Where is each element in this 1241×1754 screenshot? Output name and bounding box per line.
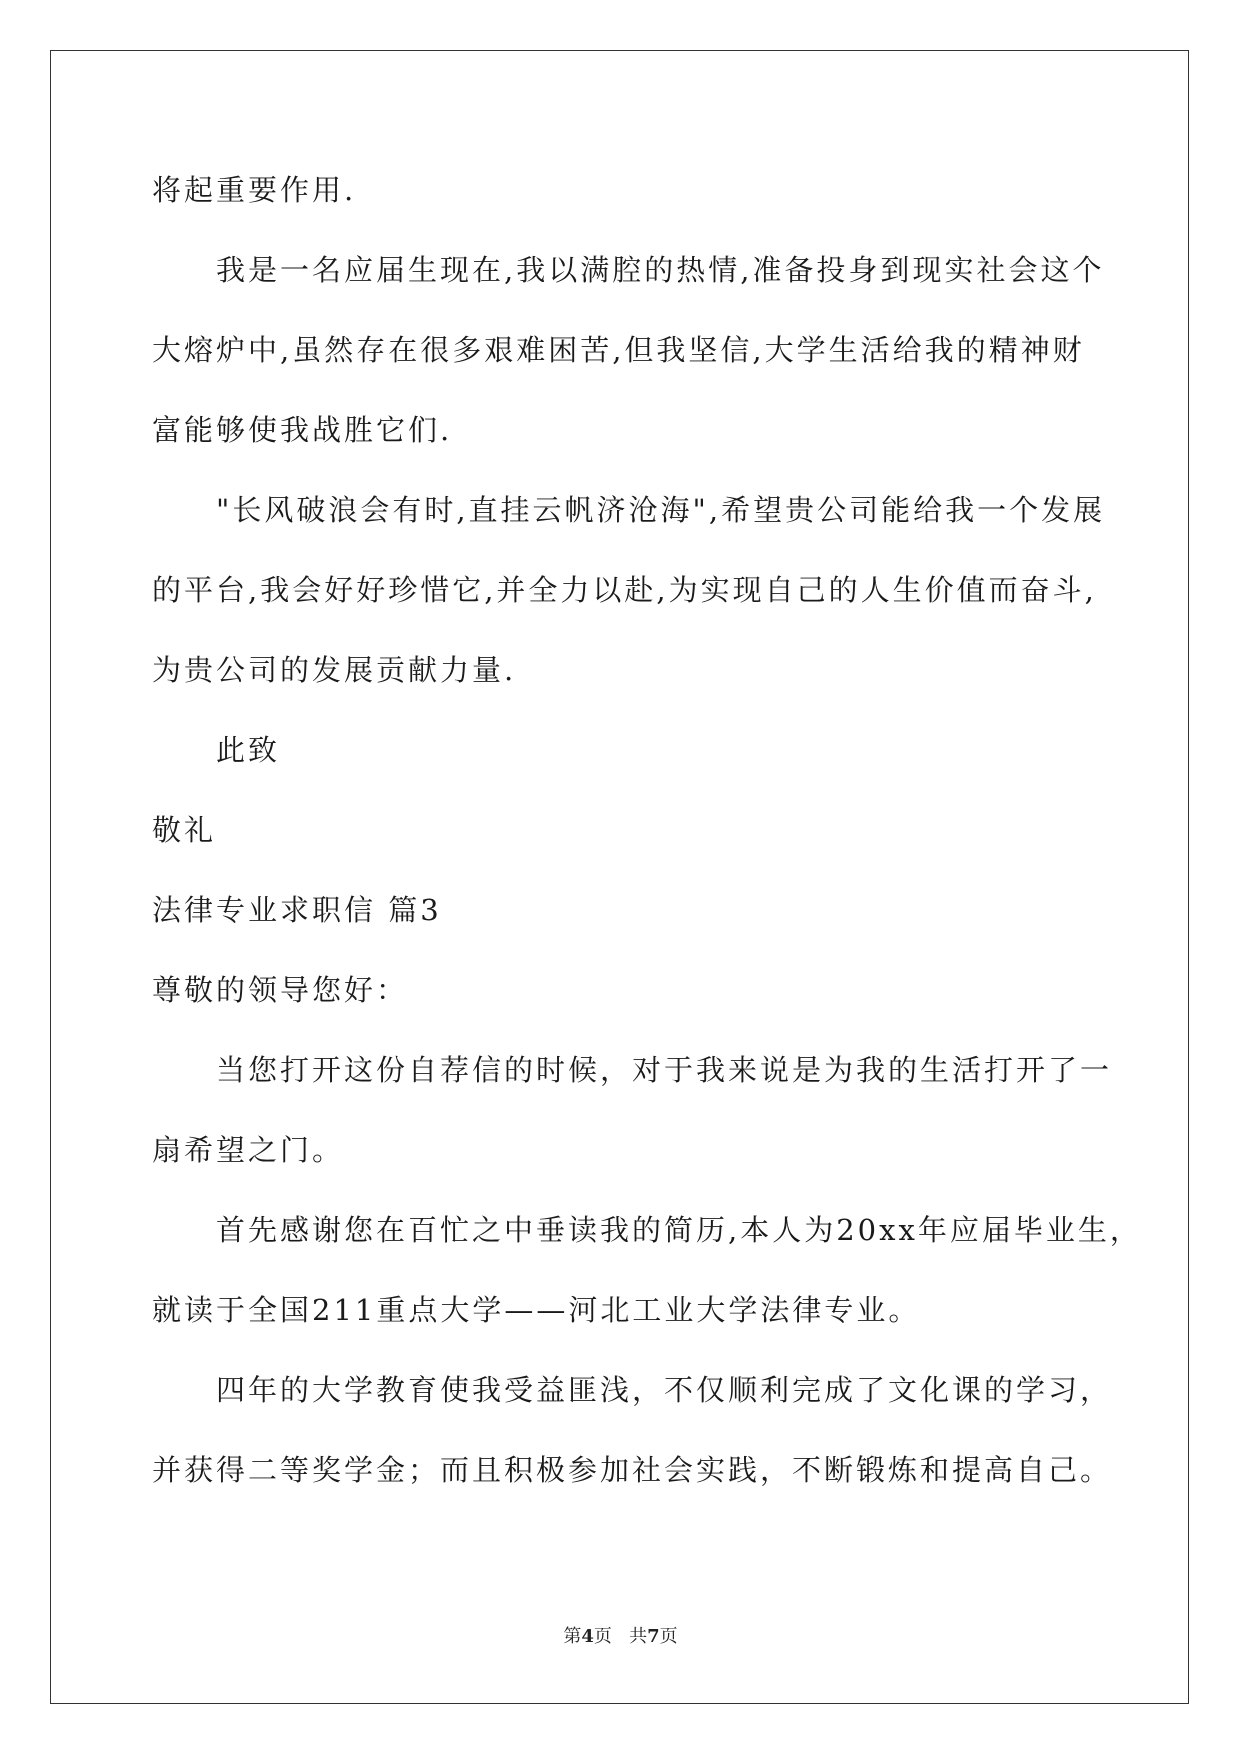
page-footer	[0, 1622, 1241, 1648]
text-line: 当您打开这份自荐信的时候，对于我来说是为我的生活打开了一	[216, 1053, 1113, 1087]
text-line: 四年的大学教育使我受益匪浅，不仅顺利完成了文化课的学习，	[216, 1373, 1113, 1407]
footer-prefix: 第	[563, 1626, 582, 1647]
closing-regards: 敬礼	[152, 813, 217, 847]
text-line: "长风破浪会有时,直挂云帆济沧海",希望贵公司能给我一个发展	[216, 493, 1106, 527]
text-line: 扇希望之门。	[152, 1133, 345, 1167]
current-page-number: 4	[581, 1626, 594, 1647]
footer-suffix: 页	[659, 1626, 678, 1647]
footer-middle: 页 共	[593, 1626, 648, 1647]
total-pages-number: 7	[647, 1626, 660, 1647]
text-line: 大熔炉中,虽然存在很多艰难困苦,但我坚信,大学生活给我的精神财	[152, 333, 1085, 367]
text-line: 为贵公司的发展贡献力量.	[152, 653, 517, 687]
text-line: 我是一名应届生现在,我以满腔的热情,准备投身到现实社会这个	[216, 253, 1105, 287]
section-heading: 法律专业求职信 篇3	[152, 893, 442, 927]
text-line: 的平台,我会好好珍惜它,并全力以赴,为实现自己的人生价值而奋斗,	[152, 573, 1097, 607]
text-line: 就读于全国211重点大学——河北工业大学法律专业。	[152, 1293, 921, 1327]
text-line: 并获得二等奖学金；而且积极参加社会实践，不断锻炼和提高自己。	[152, 1453, 1113, 1487]
greeting: 尊敬的领导您好：	[152, 973, 409, 1007]
closing-salutation: 此致	[216, 733, 281, 767]
text-line: 富能够使我战胜它们.	[152, 413, 453, 447]
text-line: 将起重要作用.	[152, 173, 357, 207]
text-line: 首先感谢您在百忙之中垂读我的简历,本人为20xx年应届毕业生，	[216, 1213, 1142, 1247]
letter-body	[152, 150, 1142, 1510]
